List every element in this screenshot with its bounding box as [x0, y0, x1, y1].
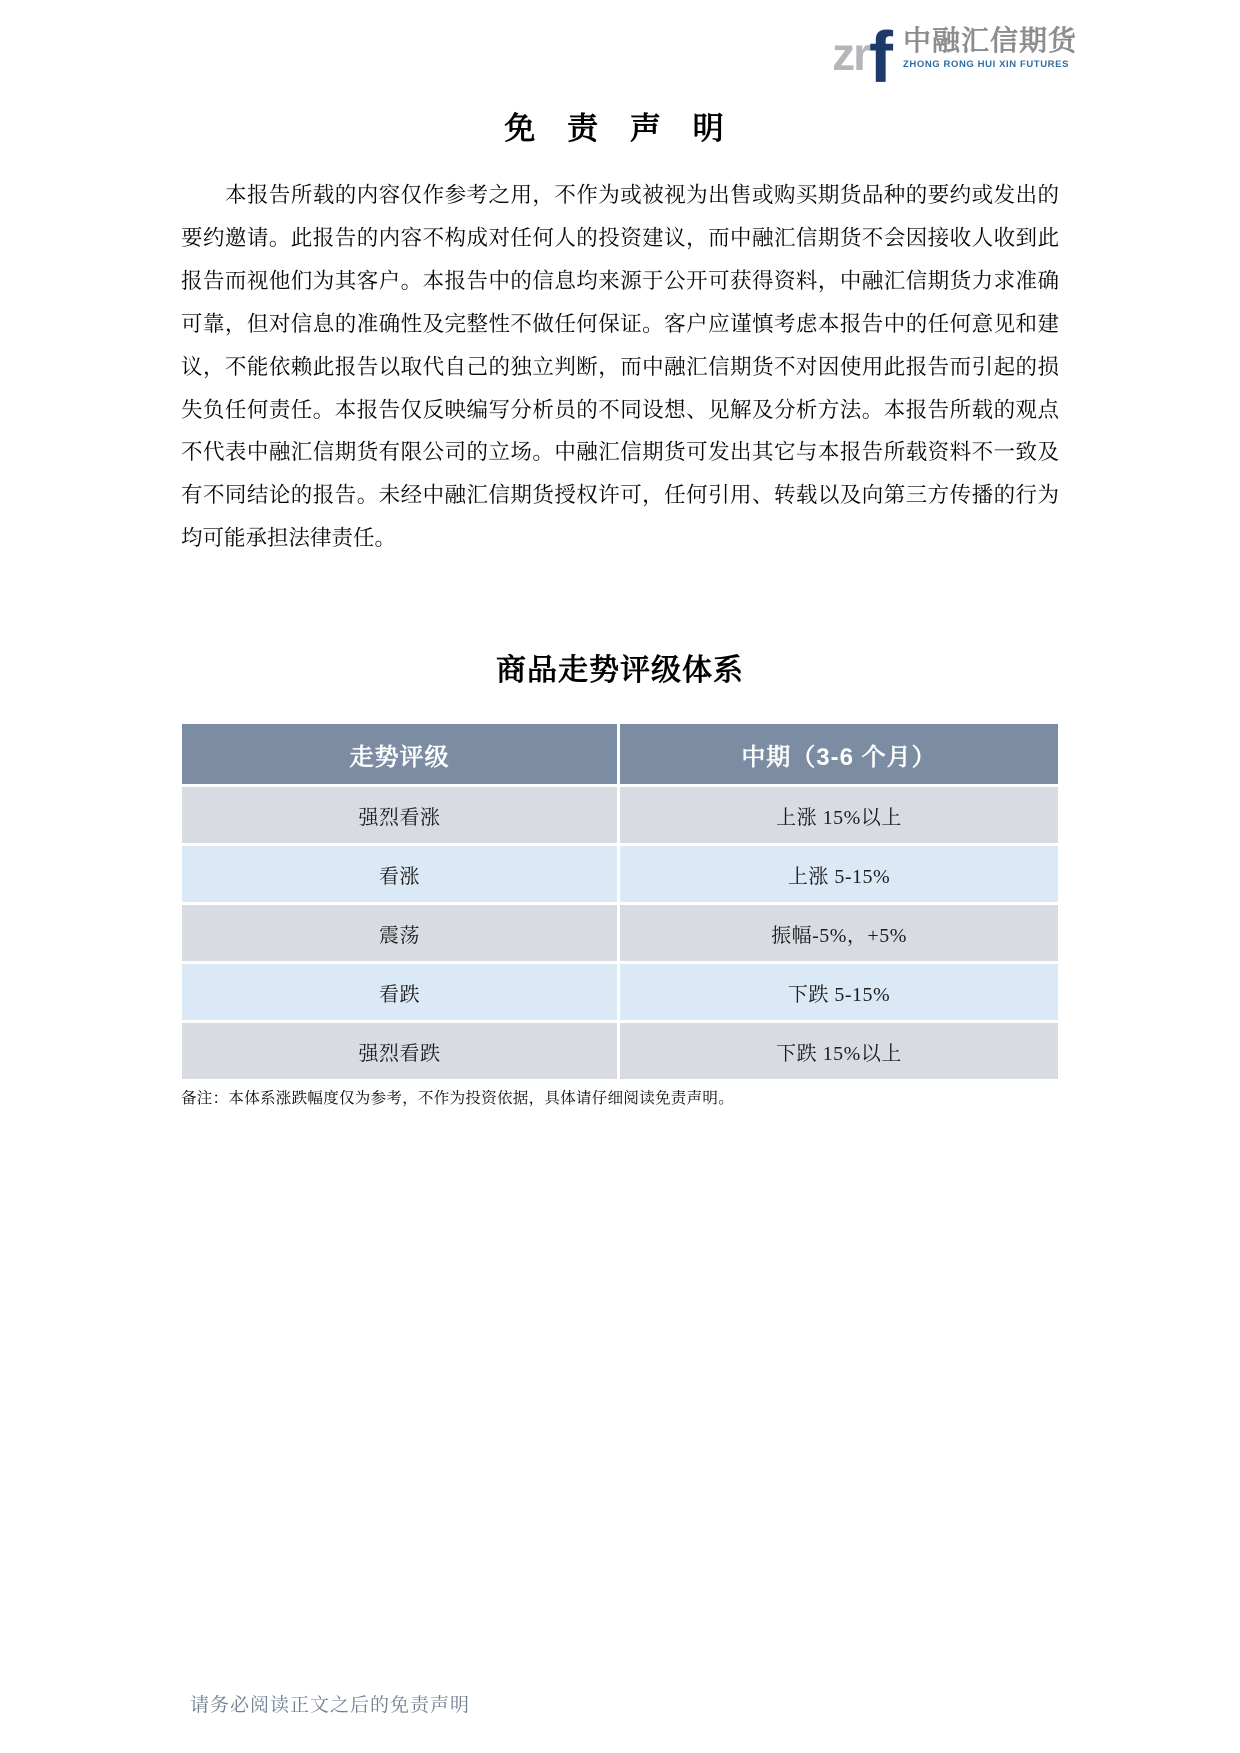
- range-cell: 下跌 15%以上: [620, 1023, 1058, 1079]
- company-name-cn: 中融汇信期货: [902, 25, 1077, 57]
- rating-table: [182, 721, 1058, 1082]
- range-cell: 下跌 5-15%: [620, 964, 1058, 1020]
- header-midterm: 中期（3-6 个月）: [620, 724, 1058, 784]
- rating-cell: 震荡: [182, 905, 620, 961]
- logo-text: [903, 26, 1077, 70]
- table-header-row: [182, 724, 1058, 784]
- table-row: [182, 846, 1058, 902]
- table-row: [182, 787, 1058, 843]
- disclaimer-paragraph: 本报告所载的内容仅作参考之用，不作为或被视为出售或购买期货品种的要约或发出的要约邀请。此报告的内容不构成对任何人的投资建议，而中融汇信期货不会因接收人收到此报告而视他们为其客户。本报告中的信息均来源于公开可获得资料，中融汇信期货力求准确可靠，但对信息的准确性及完整性不做任何保证。客户应谨慎考虑本报告中的任何意见和建议，不能依赖此报告以取代自己的独立判断，而中融汇信期货不对因使用此报告而引起的损失负任何责任。本报告仅反映编写分析员的不同设想、见解及分析方法。本报告所载的观点不代表中融汇信期货有限公司的立场。中融汇信期货可发出其它与本报告所载资料不一致及有不同结论的报告。未经中融汇信期货授权许可，任何引用、转载以及向第三方传播的行为均可能承担法律责任。: [181, 183, 1059, 551]
- zrf-logo-icon: [832, 18, 893, 98]
- range-cell: 上涨 5-15%: [620, 846, 1058, 902]
- company-logo: [832, 18, 1077, 98]
- rating-cell: 看跌: [182, 964, 620, 1020]
- rating-cell: 看涨: [182, 846, 620, 902]
- page-title: 免 责 声 明: [504, 111, 736, 146]
- header-rating: 走势评级: [182, 724, 620, 784]
- range-cell: 振幅-5%，+5%: [620, 905, 1058, 961]
- company-name-en: ZHONG RONG HUI XIN FUTURES: [902, 58, 1070, 70]
- section-title: 商品走势评级体系: [496, 654, 744, 687]
- page-footer: 请务必阅读正文之后的免责声明: [190, 1695, 471, 1716]
- rating-cell: 强烈看涨: [182, 787, 620, 843]
- logo-zr-letters: zr: [832, 27, 869, 80]
- range-cell: 上涨 15%以上: [620, 787, 1058, 843]
- table-note: 备注：本体系涨跌幅度仅为参考，不作为投资依据，具体请仔细阅读免责声明。: [181, 1090, 735, 1107]
- rating-table-container: [182, 721, 1058, 1082]
- table-row: [182, 905, 1058, 961]
- table-row: [182, 964, 1058, 1020]
- logo-f-letter: f: [869, 18, 893, 98]
- table-row: [182, 1023, 1058, 1079]
- rating-cell: 强烈看跌: [182, 1023, 620, 1079]
